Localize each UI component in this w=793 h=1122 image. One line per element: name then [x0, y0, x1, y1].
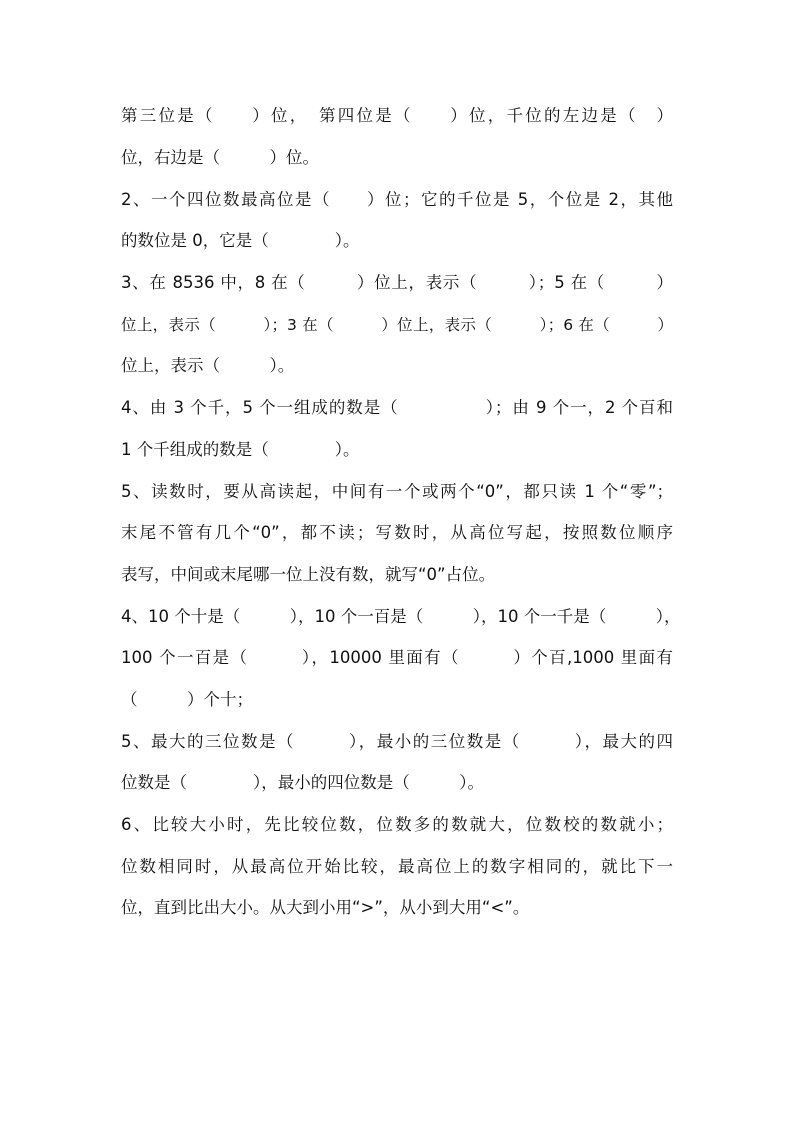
text-line: 5、最大的三位数是（ ），最小的三位数是（ ），最大的四 [121, 732, 673, 751]
text-line: 4、由 3 个千，5 个一组成的数是（ ）；由 9 个一，2 个百和 [121, 398, 673, 417]
text-line: 位上，表示（ ）。 [121, 356, 295, 375]
text-line: 5、读数时，要从高读起，中间有一个或两个“0”，都只读 1 个“零”； [121, 482, 673, 501]
text-line: 的数位是 0，它是（ ）。 [121, 231, 360, 250]
text-line: 6、比较大小时，先比较位数，位数多的数就大，位数校的数就小； [121, 815, 673, 834]
text-line: 位，直到比出大小。从大到小用“>”，从小到大用“<”。 [121, 898, 530, 917]
text-line: 末尾不管有几个“0”，都不读；写数时，从高位写起，按照数位顺序 [121, 523, 673, 542]
text-line: 4、10 个十是（ ），10 个一百是（ ），10 个一千是（ ）， [121, 607, 681, 626]
text-line: （ ）个十； [121, 690, 253, 709]
text-line: 位，右边是（ ）位。 [121, 148, 319, 167]
text-line: 位上，表示（ ）；3 在（ ）位上，表示（ ）；6 在（ ） [121, 316, 673, 334]
text-line: 3、在 8536 中，8 在（ ）位上，表示（ ）；5 在（ ） [121, 273, 673, 292]
text-line: 第三位是（ ）位， 第四位是（ ）位，千位的左边是（ ） [121, 106, 673, 125]
text-line: 表写，中间或末尾哪一位上没有数，就写“0”占位。 [121, 565, 496, 584]
text-line: 1 个千组成的数是（ ）。 [121, 440, 360, 459]
text-line: 位数是（ ），最小的四位数是（ ）。 [121, 773, 484, 792]
text-line: 100 个一百是（ ），10000 里面有（ ）个百,1000 里面有 [121, 648, 673, 667]
text-line: 位数相同时，从最高位开始比较，最高位上的数字相同的，就比下一 [121, 857, 673, 876]
text-line: 2、一个四位数最高位是（ ）位；它的千位是 5，个位是 2，其他 [121, 190, 673, 209]
